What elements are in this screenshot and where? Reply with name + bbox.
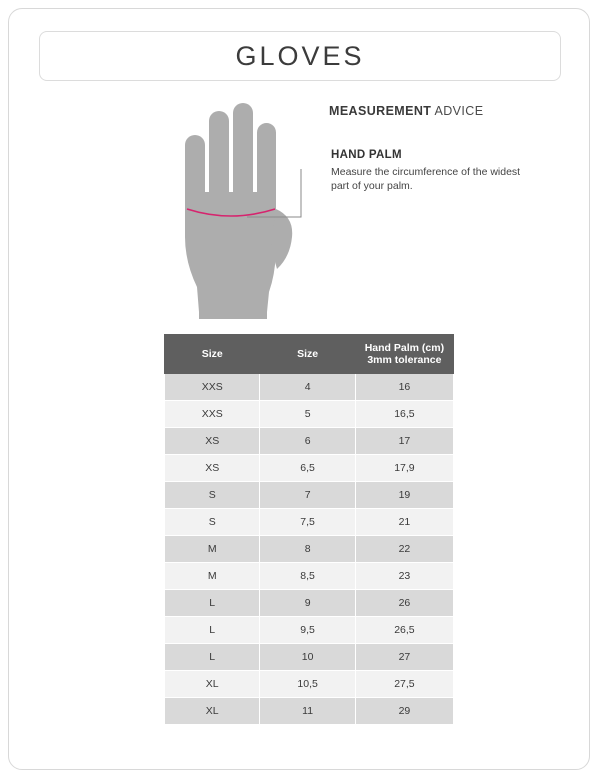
table-header-hand-palm — [355, 335, 453, 374]
hand-palm-description: Measure the circumference of the widest part of your palm. — [331, 166, 521, 192]
table-cell: 10,5 — [260, 671, 355, 698]
table-row — [165, 536, 454, 563]
table-header-hand-palm-line2: 3mm tolerance — [367, 354, 442, 366]
table-cell: 9 — [260, 590, 355, 617]
table-row — [165, 617, 454, 644]
table-cell: 27,5 — [355, 671, 453, 698]
table-cell: XL — [165, 671, 260, 698]
table-cell: 6 — [260, 428, 355, 455]
table-body — [165, 374, 454, 725]
hand-illustration — [159, 97, 309, 322]
table-header-hand-palm-line1: Hand Palm (cm) — [364, 342, 445, 354]
table-header-size-number: Size — [260, 335, 355, 374]
table-cell: XS — [165, 455, 260, 482]
table-cell: 7 — [260, 482, 355, 509]
table-cell: 11 — [260, 698, 355, 725]
page-title: GLOVES — [235, 40, 365, 71]
table-cell: 5 — [260, 401, 355, 428]
table-cell: 27 — [355, 644, 453, 671]
table-cell: 26,5 — [355, 617, 453, 644]
table-row — [165, 374, 454, 401]
table-row — [165, 644, 454, 671]
table-row — [165, 590, 454, 617]
table-cell: 17 — [355, 428, 453, 455]
table-cell: L — [165, 590, 260, 617]
table-cell: S — [165, 509, 260, 536]
table-cell: 16 — [355, 374, 453, 401]
table-cell: 6,5 — [260, 455, 355, 482]
size-chart-page — [8, 8, 590, 770]
table-header-size-letter: Size — [165, 335, 260, 374]
table-cell: 9,5 — [260, 617, 355, 644]
hand-shape — [185, 103, 292, 319]
table-row — [165, 428, 454, 455]
table-header-row — [165, 335, 454, 374]
table-cell: L — [165, 644, 260, 671]
table-row — [165, 482, 454, 509]
table-row — [165, 401, 454, 428]
table-cell: 8,5 — [260, 563, 355, 590]
table-cell: XL — [165, 698, 260, 725]
table-cell: 19 — [355, 482, 453, 509]
table-cell: 21 — [355, 509, 453, 536]
table-cell: L — [165, 617, 260, 644]
measurement-advice-heading — [329, 104, 483, 118]
measurement-advice-light: ADVICE — [431, 104, 484, 118]
table-row — [165, 455, 454, 482]
table-cell: 26 — [355, 590, 453, 617]
table-cell: 16,5 — [355, 401, 453, 428]
table-cell: 22 — [355, 536, 453, 563]
table-row — [165, 509, 454, 536]
table-row — [165, 671, 454, 698]
table-cell: XS — [165, 428, 260, 455]
table-row — [165, 563, 454, 590]
table-cell: 10 — [260, 644, 355, 671]
table-cell: 7,5 — [260, 509, 355, 536]
page-title-box — [39, 31, 561, 81]
hand-palm-title: HAND PALM — [331, 149, 402, 161]
table-row — [165, 698, 454, 725]
table-cell: 23 — [355, 563, 453, 590]
table-cell: 29 — [355, 698, 453, 725]
measurement-advice-bold: MEASUREMENT — [329, 104, 432, 118]
table-cell: S — [165, 482, 260, 509]
hand-palm-annotation — [331, 149, 531, 193]
table-cell: XXS — [165, 374, 260, 401]
table-cell: M — [165, 536, 260, 563]
table-cell: 8 — [260, 536, 355, 563]
size-table — [164, 334, 454, 725]
table-cell: M — [165, 563, 260, 590]
table-cell: 17,9 — [355, 455, 453, 482]
table-cell: XXS — [165, 401, 260, 428]
table-cell: 4 — [260, 374, 355, 401]
